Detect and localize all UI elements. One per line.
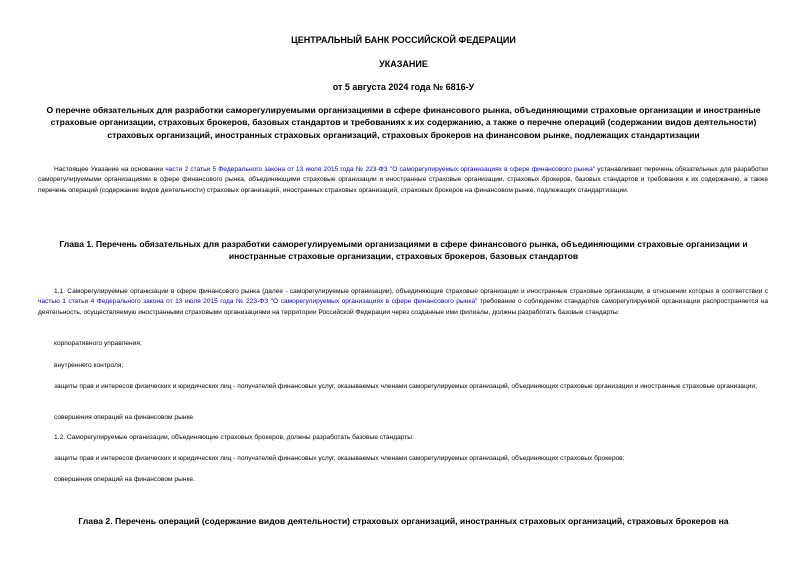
law-link-article-4[interactable]: частью 1 статьи 4 Федерального закона от 13 июля 2015 года № 223-ФЗ "О саморегулируемых организациях в сфере финансового рынка" (38, 298, 478, 306)
document-title: О перечне обязательных для разработки саморегулируемыми организациями в сфере финансового рынка, объединяющими страховые организации и иностранные страховые организации, страховых брокеров, базовых стандартов и требованиях к их содержанию, а также о перечне операций (содержании видов деятельности) страховых организаций, иностранных страховых организаций, страховых брокеров на финансовом рынке, подлежащих стандартизации (46, 105, 761, 140)
chapter-2-heading: Глава 2. Перечень операций (содержание видов деятельности) страховых организаций, иностранных страховых организаций, страховых брокеров на (78, 516, 729, 526)
paragraph-1-1-lead: 1.1. Саморегулируемые организации в сфере финансового рынка (далее - саморегулируемые организации), объединяющие страховые организации и иностранные страховые организации, в отношении которых в соответствии с (54, 288, 768, 295)
intro-paragraph (38, 165, 768, 196)
document-date: от 5 августа 2024 года № 6816-У (332, 82, 475, 92)
paragraph-1-1 (38, 287, 768, 318)
paragraph-1-2: 1.2. Саморегулируемые организации, объединяющие страховых брокеров, должны разработать базовые стандарты: (54, 434, 414, 441)
list-item: корпоративного управления; (54, 340, 142, 347)
organization-name: ЦЕНТРАЛЬНЫЙ БАНК РОССИЙСКОЙ ФЕДЕРАЦИИ (291, 35, 516, 45)
list-item: совершения операций на финансовом рынке. (54, 414, 195, 421)
intro-rest: устанавливает перечень обязательных для разработки саморегулируемыми организациями в сфере финансового рынка, объединяющими страховые организации и иностранные страховые организации, страховых брокеров, базовых стандартов и требования к их содержанию, а также перечень операций (содержание видов деятельности) страховых организаций, иностранных страховых организаций, страховых брокеров на финансовом рынке, подлежащих стандартизации. (38, 166, 768, 194)
chapter-1-heading: Глава 1. Перечень обязательных для разработки саморегулируемыми организациями в сфере финансового рынка, объединяющими страховые организации и иностранные страховые организации, страховых брокеров, базовых стандартов (59, 239, 748, 262)
list-item: внутреннего контроля; (54, 362, 124, 369)
document-type: УКАЗАНИЕ (379, 59, 428, 69)
law-link-article-5[interactable]: части 2 статьи 5 Федерального закона от 13 июля 2015 года № 223-ФЗ "О саморегулируемых организациях в сфере финансового рынка" (165, 166, 596, 173)
paragraph-1-1-rest: требование о соблюдении стандартов саморегулируемой организации распространяется на деятельность, осуществляемую иностранными страховыми организациями на территории Российской Федерации через созданные ими филиалы, должны разработать базовые стандарты: (38, 298, 768, 316)
list-item: защиты прав и интересов физических и юридических лиц - получателей финансовых услуг, оказываемых членами саморегулируемых организаций, объединяющих страховых брокеров; (54, 455, 625, 462)
intro-lead: Настоящее Указание на основании (54, 166, 166, 173)
list-item: совершения операций на финансовом рынке. (54, 476, 195, 483)
list-item: защиты прав и интересов физических и юридических лиц - получателей финансовых услуг, оказываемых членами саморегулируемых организаций, объединяющих страховые организации и иностранные страховые организации; (54, 383, 757, 390)
